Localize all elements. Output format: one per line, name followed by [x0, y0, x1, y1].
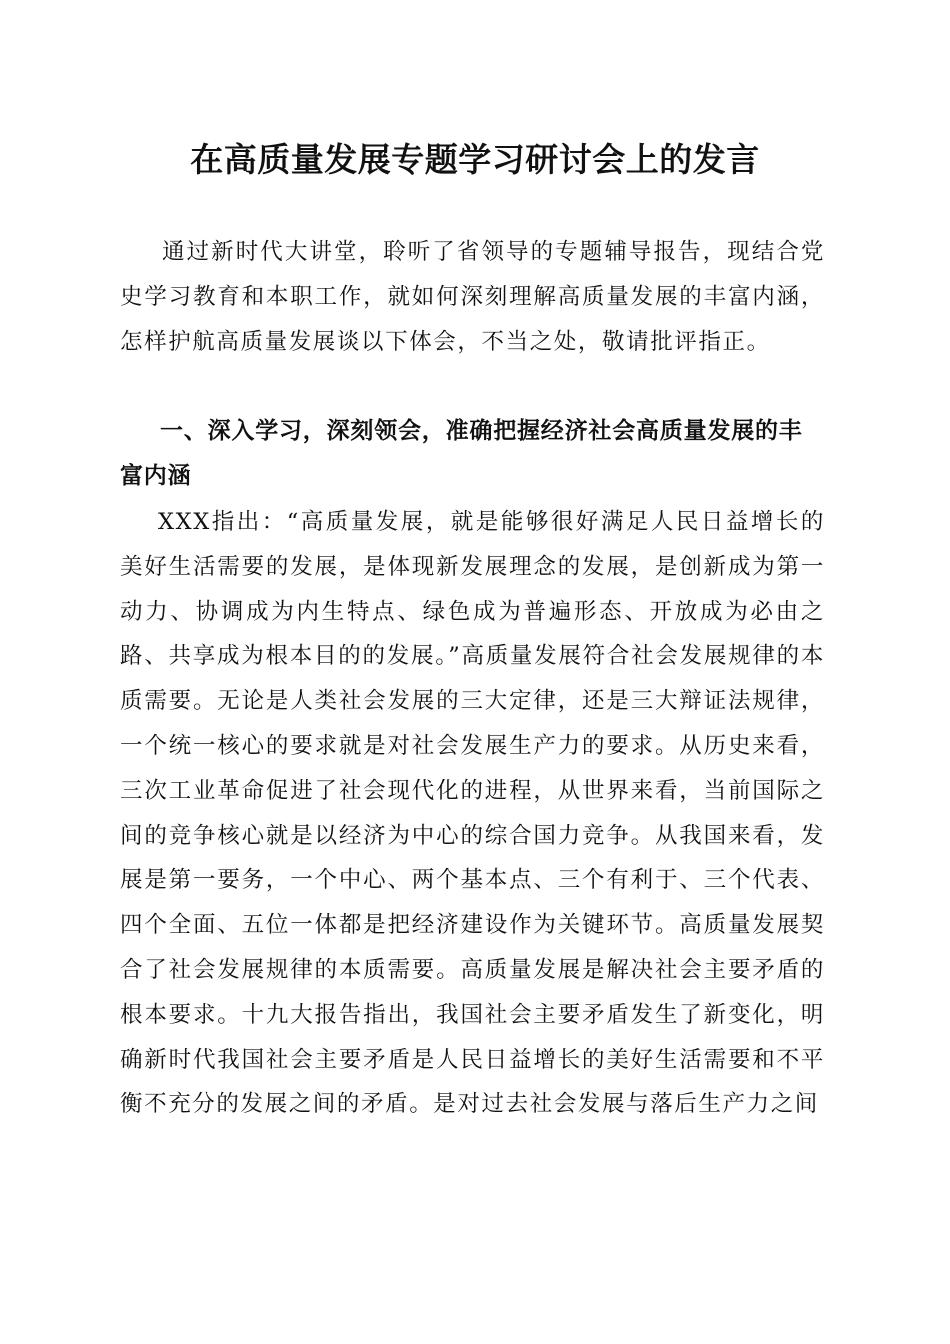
section-heading-1: 一、深入学习，深刻领会，准确把握经济社会高质量发展的丰富内涵 [120, 418, 803, 489]
document-title: 在高质量发展专题学习研讨会上的发言 [190, 140, 760, 179]
intro-paragraph: 通过新时代大讲堂，聆听了省领导的专题辅导报告，现结合党史学习教育和本职工作，就如何深刻理解高质量发展的丰富内涵，怎样护航高质量发展谈以下体会，不当之处，敬请批评指正。 [120, 239, 825, 355]
main-paragraph: XXX指出：“高质量发展，就是能够很好满足人民日益增长的美好生活需要的发展，是体现新发展理念的发展，是创新成为第一动力、协调成为内生特点、绿色成为普遍形态、开放成为必由之路、共享成为根本目的的发展。”高质量发展符合社会发展规律的本质需要。无论是人类社会发展的三大定律，还是三大辩证法规律，一个统一核心的要求就是对社会发展生产力的要求。从历史来看，三次工业革命促进了社会现代化的进程，从世界来看，当前国际之间的竞争核心就是以经济为中心的综合国力竞争。从我国来看，发展是第一要务，一个中心、两个基本点、三个有利于、三个代表、四个全面、五位一体都是把经济建设作为关键环节。高质量发展契合了社会发展规律的本质需要。高质量发展是解决社会主要矛盾的根本要求。十九大报告指出，我国社会主要矛盾发生了新变化，明确新时代我国社会主要矛盾是人民日益增长的美好生活需要和不平衡不充分的发展之间的矛盾。是对过去社会发展与落后生产力之间 [120, 509, 825, 1118]
